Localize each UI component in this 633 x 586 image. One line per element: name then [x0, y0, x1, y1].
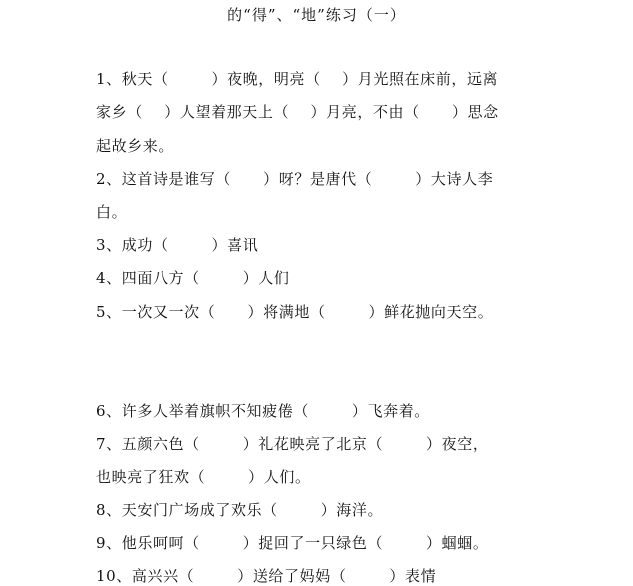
- exercise-line-6: 3、成功（ ）喜讯: [96, 236, 259, 254]
- exercise-line-14: 10、高兴兴（ ）送给了妈妈（ ）表情: [96, 567, 437, 585]
- exercise-line-13: 9、他乐呵呵（ ）捉回了一只绿色（ ）蝈蝈。: [96, 534, 489, 552]
- exercise-line-5: 白。: [96, 203, 128, 221]
- exercise-line-4: 2、这首诗是谁写（ ）呀？是唐代（ ）大诗人李: [96, 170, 494, 188]
- exercise-line-10: 7、五颜六色（ ）礼花映亮了北京（ ）夜空，: [96, 435, 489, 453]
- exercise-line-3: 起故乡来。: [96, 137, 175, 155]
- cutoff-line-wrapper: [96, 566, 437, 585]
- exercise-line-1: 1、秋天（ ）夜晚，明亮（ ）月光照在床前，远离: [96, 70, 499, 88]
- exercise-line-7: 4、四面八方（ ）人们: [96, 269, 290, 287]
- exercise-line-11: 也映亮了狂欢（ ）人们。: [96, 468, 311, 486]
- exercise-line-12: 8、天安门广场成了欢乐（ ）海洋。: [96, 501, 384, 519]
- exercise-line-9: 6、许多人举着旗帜不知疲倦（ ）飞奔着。: [96, 402, 430, 420]
- exercise-line-2: 家乡（ ）人望着那天上（ ）月亮，不由（ ）思念: [96, 103, 499, 121]
- exercise-line-8: 5、一次又一次（ ）将满地（ ）鲜花抛向天空。: [96, 303, 494, 321]
- page-title: 的“得”、“地”练习（一）: [227, 6, 406, 24]
